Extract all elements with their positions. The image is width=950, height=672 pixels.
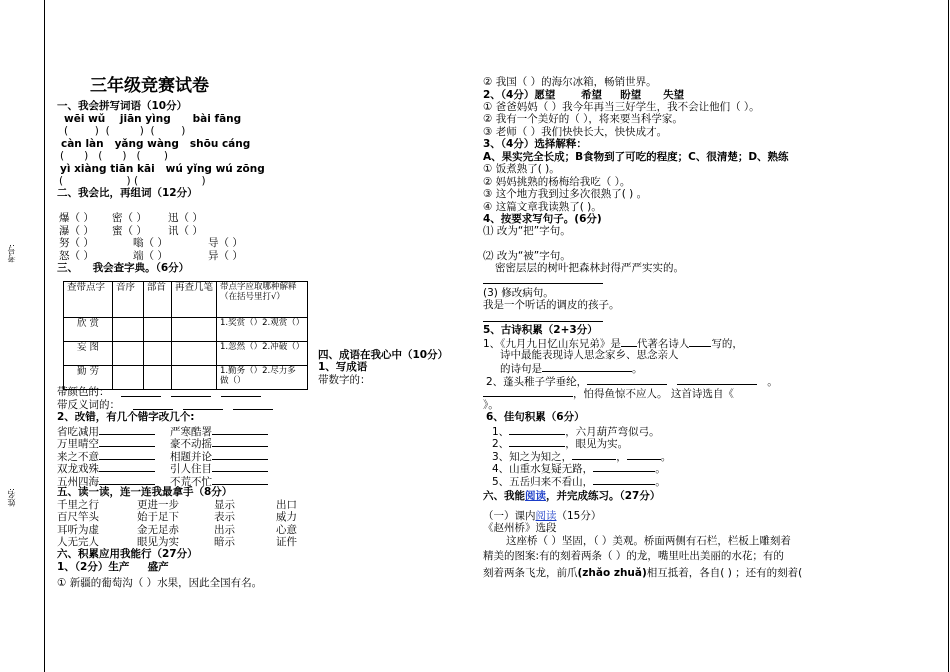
reading-link[interactable]: 阅读	[525, 490, 546, 502]
match-item: 耳听为虚	[57, 524, 99, 536]
bracket-line-2: ( ) ( ) ( )	[60, 150, 169, 162]
poem-heading: 5、古诗积累（2+3分）	[483, 324, 598, 336]
q3-item-c: ③ 这个地方我到过多次很熟了( ) 。	[483, 188, 648, 200]
reading-subheading: （一）课内阅读（15分）	[483, 510, 602, 522]
match-item: 始于足下	[137, 511, 179, 523]
q4-task-b: ⑵ 改为“被”字句。	[483, 250, 571, 262]
antonym-idiom-label: 带反义词的：	[57, 399, 120, 411]
q4-task-a: ⑴ 改为“把”字句。	[483, 225, 571, 237]
compare-cell: 蜜（ ）	[112, 225, 147, 237]
sentence-item-1: 1、 ，六月葫芦弯似弓。	[492, 426, 660, 438]
sentence-item-4: 4、山重水复疑无路， 。	[492, 463, 666, 475]
dict-cell	[144, 318, 172, 342]
q2-words: 2、（4分）愿望 希望 盼望 失望	[483, 89, 685, 101]
idiom-subheading: 1、写成语	[318, 361, 368, 373]
section2-heading: 二、我会比，再组词（12分）	[57, 187, 198, 199]
right-edge-line	[948, 0, 949, 672]
sentence-item-5: 5、五岳归来不看山， 。	[492, 476, 666, 488]
dict-word: 妄 图	[64, 342, 113, 366]
q1-sentence-a: ① 新疆的葡萄沟（ ）水果，因此全国有名。	[57, 577, 263, 589]
correction-item: 双龙戏殊	[57, 461, 155, 476]
poem-line-3: 的诗句是 。	[500, 363, 643, 375]
q3-item-d: ④ 这篇文章我读熟了( )。	[483, 201, 602, 213]
compare-cell: 端（ ）	[133, 250, 168, 262]
color-idiom-label: 带颜色的：	[57, 386, 110, 398]
sentence-item-2: 2、 ，眼见为实。	[492, 438, 629, 450]
poem-line-1: 1、《九月九日忆山东兄弟》是 代著名诗人 写的，	[483, 338, 743, 350]
passage-title: 《赵州桥》选段	[483, 522, 557, 534]
correction-item: 省吃减用	[57, 424, 155, 439]
match-item: 眼见为实	[137, 536, 179, 548]
correction-item: 五州四海	[57, 474, 155, 489]
dictionary-table	[63, 281, 308, 390]
compare-cell: 异（ ）	[208, 250, 243, 262]
section1-heading: 一、我会拼写词语（10分）	[57, 100, 188, 112]
dict-header: 带点字应取哪种解释（在括号里打√）	[217, 282, 308, 318]
poem-line-5: ，怕得鱼惊不应人。 这首诗选自《	[483, 386, 734, 401]
dict-cell	[113, 318, 144, 342]
number-idiom-label: 带数字的：	[318, 374, 371, 386]
match-item: 表示	[214, 511, 235, 523]
dict-cell	[144, 342, 172, 366]
pinyin-line-2: càn làn yǎng wàng shōu cáng	[61, 138, 251, 150]
sentence-item-3: 3、知之为知之， ， 。	[492, 451, 672, 463]
q2-sentence-c: ③ 老师（ ）我们快快长大，快快成才。	[483, 126, 668, 138]
dict-cell	[172, 342, 217, 366]
correction-item: 引人住目	[170, 461, 268, 476]
answer-line	[483, 283, 603, 284]
match-item: 心意	[276, 524, 297, 536]
bracket-line-3: ( ) ( )	[59, 175, 206, 187]
q1-sentence-b: ② 我国（ ）的海尔冰箱，畅销世界。	[483, 76, 657, 88]
dict-header: 部首	[144, 282, 172, 318]
match-item: 百尺竿头	[57, 511, 99, 523]
passage-line-2: 精美的图案:有的刻着两条（ ）的龙，嘴里吐出美丽的水花；有的	[483, 550, 784, 562]
q1-words: 1、（2分）生产 盛产	[57, 561, 169, 573]
dict-word: 勤 劳	[64, 366, 113, 390]
dict-header: 音序	[113, 282, 144, 318]
match-item: 显示	[214, 499, 235, 511]
q3-options: A、果实完全长成；B食物到了可吃的程度；C、很清楚；D、熟练	[483, 151, 789, 163]
section5-heading: 五、读一读，连一连我最拿手（8分）	[57, 486, 233, 498]
correction-item: 不荒不忙	[170, 474, 268, 489]
match-item: 暗示	[214, 536, 235, 548]
q3-item-b: ② 妈妈挑熟的杨梅给我吃（ ）。	[483, 176, 631, 188]
q4-heading: 4、按要求写句子。(6分)	[483, 213, 602, 225]
compare-cell: 密（ ）	[112, 212, 147, 224]
match-item: 千里之行	[57, 499, 99, 511]
dict-meaning: 1.勤务（）2.尽力多做（）	[217, 366, 308, 390]
correction-item: 来之不意	[57, 449, 155, 464]
compare-cell: 努（ ）	[59, 237, 94, 249]
compare-cell: 讯（ ）	[168, 225, 203, 237]
dict-word: 欣 赏	[64, 318, 113, 342]
match-item: 证件	[276, 536, 297, 548]
correction-item: 相题并论	[170, 449, 268, 464]
q4-task-c: (3) 修改病句。	[483, 287, 554, 299]
page-title: 三年级竞赛试卷	[90, 76, 209, 96]
poem-line-4: 2、蓬头稚子学垂纶， 。	[486, 376, 778, 388]
poem-line-2: 诗中最能表现诗人思念家乡、思念亲人	[500, 349, 679, 361]
match-item: 金无足赤	[137, 524, 179, 536]
student-name-label: 姓名:	[7, 488, 16, 507]
dict-meaning: 1.奖赏（）2.观赏（）	[217, 318, 308, 342]
dict-cell	[113, 342, 144, 366]
left-margin-line	[44, 0, 45, 672]
correction-item: 豪不动摇	[170, 436, 268, 451]
match-item: 出示	[214, 524, 235, 536]
reading-heading: 六、我能阅读，并完成练习。（27分）	[483, 490, 661, 502]
q3-item-a: ① 饭煮熟了( )。	[483, 163, 560, 175]
passage-line-3: 刻着两条飞龙，前爪(zhǎo zhuǎ)相互抵着，各自( ) ；还有的刻着(	[483, 567, 803, 579]
passage-line-1: 这座桥（ ）坚固，（ ）美观。桥面两侧有石栏，栏板上雕刻着	[506, 535, 791, 547]
compare-cell: 瀑（ ）	[59, 225, 94, 237]
q2-sentence-b: ② 我有一个美好的（ ），将来要当科学家。	[483, 113, 683, 125]
compare-cell: 迅（ ）	[168, 212, 203, 224]
match-item: 人无完人	[57, 536, 99, 548]
poem-line-6: 》。	[483, 399, 499, 411]
compare-cell: 爆（ ）	[59, 212, 94, 224]
q3-heading: 3、（4分）选择解释：	[483, 138, 587, 150]
section3-heading: 三、 我会查字典。（6分）	[57, 262, 190, 274]
q4-task-b-sentence: 密密层层的树叶把森林封得严严实实的。	[495, 262, 684, 274]
dict-header: 再查几笔	[172, 282, 217, 318]
q4-task-c-sentence: 我是一个听话的调皮的孩子。	[483, 299, 620, 311]
match-item: 威力	[276, 511, 297, 523]
section6-heading: 六、积累应用我能行（27分）	[57, 548, 198, 560]
match-item: 更进一步	[137, 499, 179, 511]
correction-heading: 2、改错，有几个错字改几个:	[57, 411, 195, 423]
correction-item: 严寒酷署	[170, 424, 268, 439]
dict-header: 查带点字	[64, 282, 113, 318]
answer-line	[483, 321, 603, 322]
compare-cell: 嗡（ ）	[133, 237, 168, 249]
dict-meaning: 1.忽然（）2.冲破（）	[217, 342, 308, 366]
exam-number-label: 考号:	[7, 244, 16, 263]
bracket-line-1: ( ) ( ) ( )	[64, 125, 186, 137]
reading-link[interactable]: 阅读	[535, 510, 557, 522]
compare-cell: 导（ ）	[208, 237, 243, 249]
pinyin-line-1: wēi wǔ jiān yìng bài fāng	[64, 113, 242, 125]
pinyin-line-3: yì xiàng tiān kāi wú yǐng wú zōng	[60, 163, 265, 175]
correction-item: 万里晴空	[57, 436, 155, 451]
q2-sentence-a: ① 爸爸妈妈（ ）我今年再当三好学生，我不会让他们（ ）。	[483, 101, 760, 113]
sentence-heading: 6、佳句积累（6分）	[486, 411, 585, 423]
section4-heading: 四、成语在我心中（10分）	[318, 349, 449, 361]
match-item: 出口	[276, 499, 297, 511]
dict-cell	[172, 318, 217, 342]
compare-cell: 怒（ ）	[59, 250, 94, 262]
